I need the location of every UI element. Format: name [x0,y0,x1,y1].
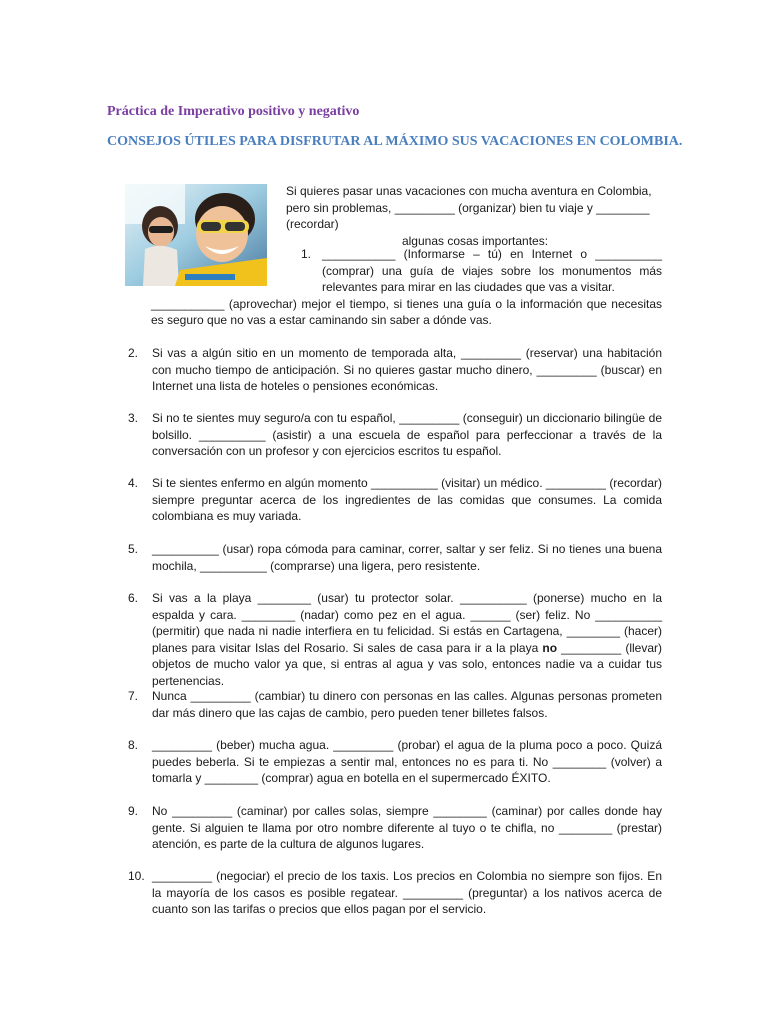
list-item-9: No _________ (caminar) por calles solas, siempre ________ (caminar) por calles donde hay gente. Si alguien te llama por otro nombre diferente al tuyo o te chifla, no ________ (prestar) atención, es parte de la cultura de algunos lugares. [152,804,662,851]
item-number: 8. [128,738,139,752]
item-number: 10. [128,869,145,883]
list-item-1 [151,246,662,329]
item-number: 5. [128,542,139,556]
list-item-4: Si te sientes enfermo en algún momento __________ (visitar) un médico. _________ (recordar) siempre preguntar acerca de los ingredientes de las comidas que consumes. La comida colombiana es muy variada. [152,476,662,523]
item-text: ___________ (Informarse – tú) en Internet o __________ (comprar) una guía de viajes sobre los monumentos más relevantes para mirar en las ciudades que vas a visitar. [322,247,662,294]
item-text-continued: ___________ (aprovechar) mejor el tiempo, si tienes una guía o la información que necesitas es seguro que no vas a estar caminando sin saber a dónde vas. [151,296,662,327]
item-text: Si vas a la playa ________ (usar) tu protector solar. __________ (ponerse) mucho en la espalda y cara. ________ (nadar) como pez en el agua. ______ (ser) feliz. No __________ (permitir) que nada ni nadie interfiera en tu felicidad. Si estás en Cartagena, ________ (hacer) planes para visitar Islas del Rosario. Si sales de casa para ir a la playa [152,591,662,655]
list-item-7: Nunca _________ (cambiar) tu dinero con personas en las calles. Algunas personas prometen dar más dinero que las cajas de cambio, pero pueden tener billetes falsos. [152,689,662,720]
item-number: 9. [128,804,139,818]
list-item-6 [152,590,662,689]
list-item-3: Si no te sientes muy seguro/a con tu español, _________ (conseguir) un diccionario bilingüe de bolsillo. __________ (asistir) a una escuela de español para perfeccionar a través de la conversación con un profesor y con ejercicios escritos tu español. [152,411,662,458]
item-number: 1. [301,247,312,261]
document-subtitle: CONSEJOS ÚTILES PARA DISFRUTAR AL MÁXIMO SUS VACACIONES EN COLOMBIA. [107,134,683,149]
intro-text-end: algunas cosas importantes: [401,233,549,248]
item-number: 3. [128,411,139,425]
item-text-continued: _________ (llevar) objetos de mucho valor ya que, si entras al agua y vas solo, entonces nadie va a cuidar tus pertenencias. [152,640,662,688]
intro-paragraph [286,183,664,249]
item-number: 4. [128,476,139,490]
document-title: Práctica de Imperativo positivo y negativo [107,104,360,119]
item-number: 7. [128,689,139,703]
list-item-5: __________ (usar) ropa cómoda para caminar, correr, saltar y ser feliz. Si no tienes una buena mochila, __________ (comprarse) una ligera, pero resistente. [152,542,662,573]
list-item-10: _________ (negociar) el precio de los taxis. Los precios en Colombia no siempre son fijos. En la mayoría de los casos es posible regatear. _________ (preguntar) a los nativos acerca de cuanto son las tarifas o precios que ellos pagan por el servicio. [152,869,662,916]
item-number: 2. [128,346,139,360]
bold-word: no [542,640,558,655]
item-number: 6. [128,591,139,605]
intro-text: Si quieres pasar unas vacaciones con mucha aventura en Colombia, pero sin problemas, _________ (organizar) bien tu viaje y ________ (recordar) [286,184,652,231]
list-item-2: Si vas a algún sitio en un momento de temporada alta, _________ (reservar) una habitación con mucho tiempo de anticipación. Si no quieres gastar mucho dinero, _________ (buscar) en Internet una lista de hoteles o pensiones económicas. [152,346,662,393]
list-item-8: _________ (beber) mucha agua. _________ (probar) el agua de la pluma poco a poco. Quizá puedes beberla. Si te empiezas a sentir mal, entonces no es para ti. No ________ (volver) a tomarla y ________ (comprar) agua en botella en el supermercado ÉXITO. [152,738,662,785]
